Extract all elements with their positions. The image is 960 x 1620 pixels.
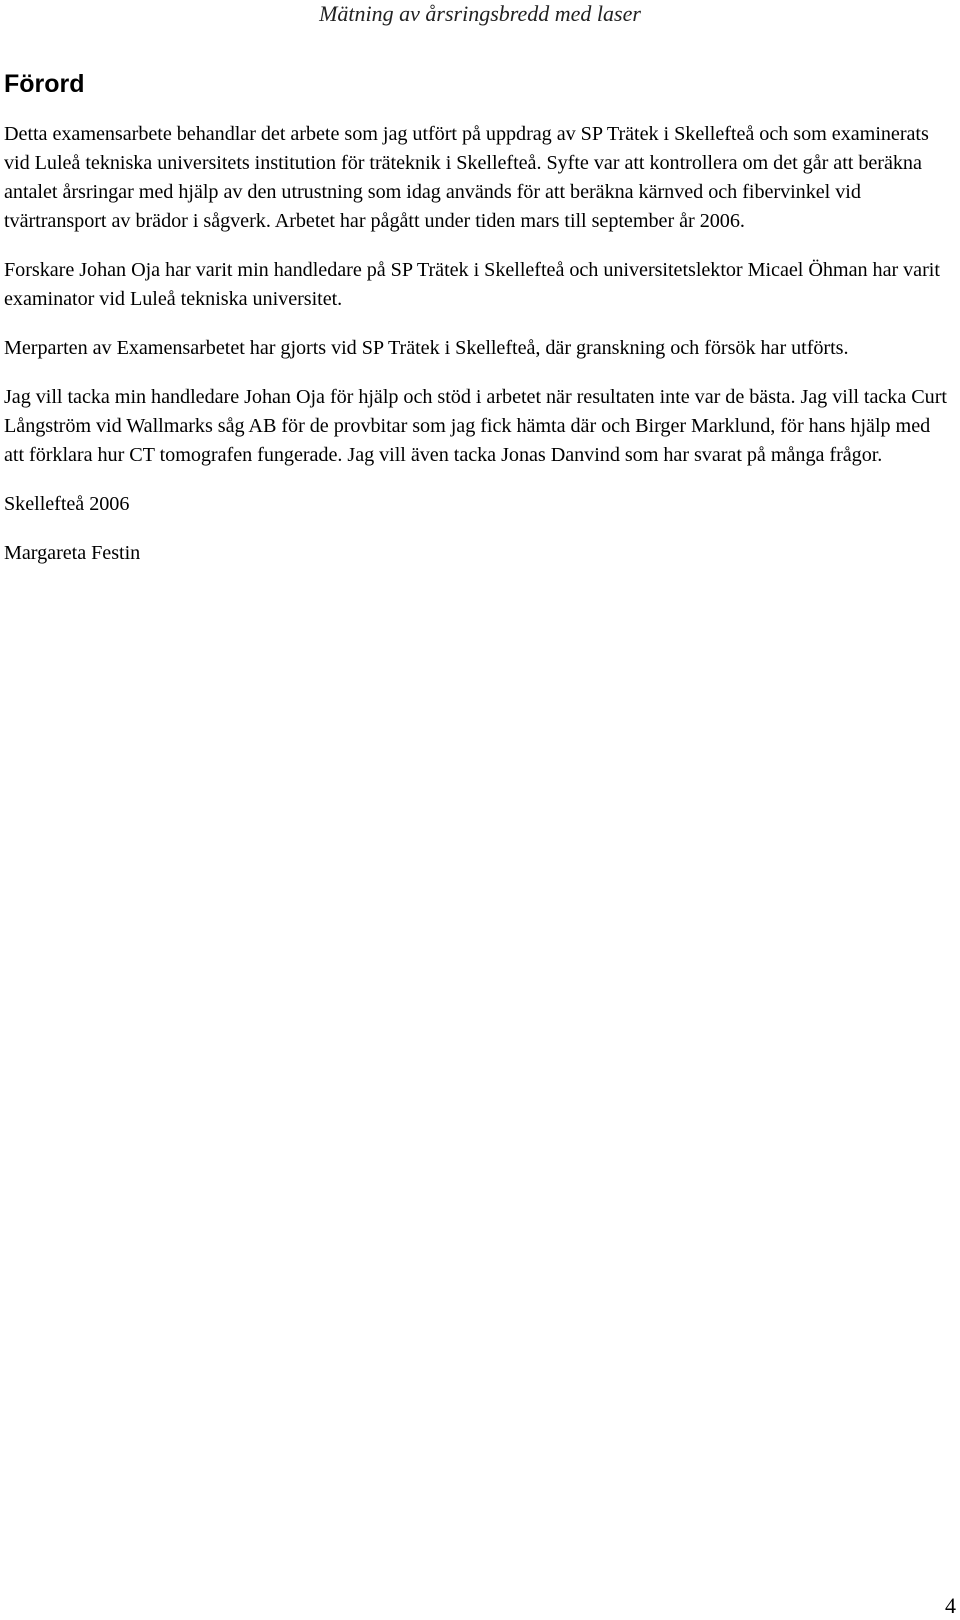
paragraph-intro: Detta examensarbete behandlar det arbete som jag utfört på uppdrag av SP Trätek i Skellefteå och som examinerats vid Luleå tekniska universitets institution för träteknik i Skellefteå. Syfte var att kontrollera om det går att beräkna antalet årsringar med hjälp av den utrustning som idag används för att beräkna kärnved och fibervinkel vid tvärtransport av brädor i sågverk. Arbetet har pågått under tiden mars till september år 2006.	[4, 123, 929, 232]
place-date: Skellefteå 2006	[4, 493, 130, 515]
paragraph-location: Merparten av Examensarbetet har gjorts vid SP Trätek i Skellefteå, där granskning och försök har utförts.	[4, 337, 849, 359]
section-title: Förord	[4, 70, 85, 98]
paragraph-acknowledgements: Jag vill tacka min handledare Johan Oja för hjälp och stöd i arbetet när resultaten inte var de bästa. Jag vill tacka Curt Långström vid Wallmarks såg AB för de provbitar som jag fick hämta där och Birger Marklund, för hans hjälp med att förklara hur CT tomografen fungerade. Jag vill även tacka Jonas Danvind som har svarat på många frågor.	[4, 386, 947, 466]
page-content	[4, 68, 954, 588]
page-number: 4	[945, 1593, 956, 1618]
author-name: Margareta Festin	[4, 542, 141, 564]
running-header: Mätning av årsringsbredd med laser	[319, 1, 641, 26]
paragraph-supervisor: Forskare Johan Oja har varit min handledare på SP Trätek i Skellefteå och universitetslektor Micael Öhman har varit examinator vid Luleå tekniska universitet.	[4, 259, 940, 310]
